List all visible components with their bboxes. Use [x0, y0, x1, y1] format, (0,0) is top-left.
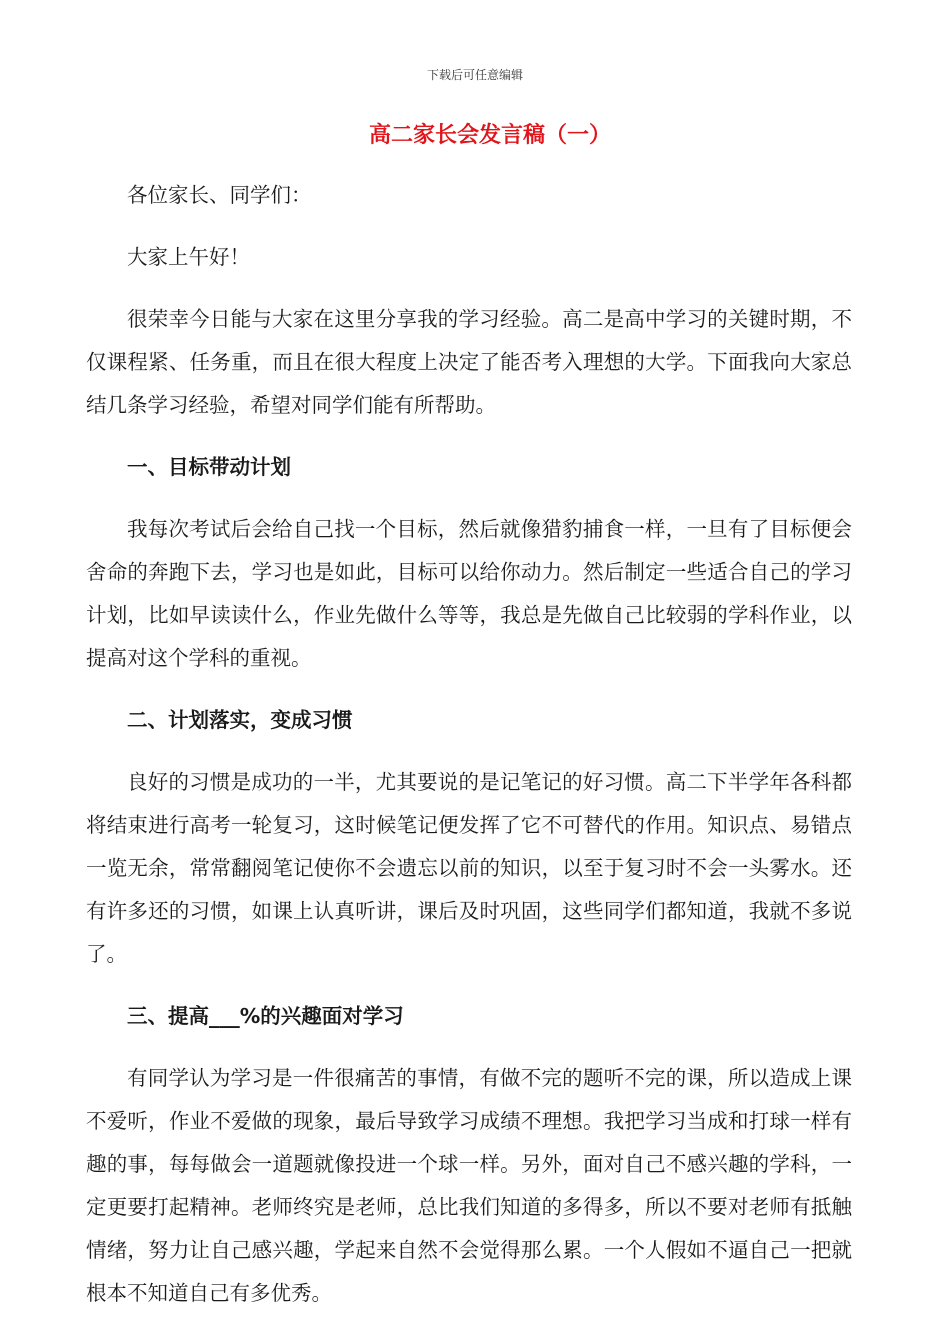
greeting: 大家上午好！	[127, 245, 250, 269]
section-heading-3: 三、提高___%的兴趣面对学习	[127, 1004, 404, 1028]
salutation: 各位家长、同学们：	[127, 183, 312, 207]
section-body-2: 良好的习惯是成功的一半，尤其要说的是记笔记的好习惯。高二下半学年各科都将结束进行高考一轮复习，这时候笔记便发挥了它不可替代的作用。知识点、易错点一览无余，常常翻阅笔记使你不会遗忘以前的知识，以至于复习时不会一头雾水。还有许多还的习惯，如课上认真听讲，课后及时巩固，这些同学们都知道，我就不多说了。	[86, 770, 852, 966]
section-heading-2: 二、计划落实，变成习惯	[127, 708, 353, 732]
header-note: 下载后可任意编辑	[426, 68, 523, 82]
section-body-3: 有同学认为学习是一件很痛苦的事情，有做不完的题听不完的课，所以造成上课不爱听，作业不爱做的现象，最后导致学习成绩不理想。我把学习当成和打球一样有趣的事，每每做会一道题就像投进一个球一样。另外，面对自己不感兴趣的学科，一定更要打起精神。老师终究是老师，总比我们知道的多得多，所以不要对老师有抵触情绪，努力让自己感兴趣，学起来自然不会觉得那么累。一个人假如不逼自己一把就根本不知道自己有多优秀。	[86, 1066, 852, 1305]
document-body	[86, 174, 852, 1334]
intro-paragraph: 很荣幸今日能与大家在这里分享我的学习经验。高二是高中学习的关键时期，不仅课程紧、任务重，而且在很大程度上决定了能否考入理想的大学。下面我向大家总结几条学习经验，希望对同学们能有所帮助。	[86, 307, 852, 417]
section-heading-1: 一、目标带动计划	[127, 455, 291, 479]
section-body-1: 我每次考试后会给自己找一个目标，然后就像猎豹捕食一样，一旦有了目标便会舍命的奔跑下去，学习也是如此，目标可以给你动力。然后制定一些适合自己的学习计划，比如早读读什么，作业先做什么等等，我总是先做自己比较弱的学科作业，以提高对这个学科的重视。	[86, 517, 852, 670]
document-title: 高二家长会发言稿（一）	[368, 122, 611, 148]
